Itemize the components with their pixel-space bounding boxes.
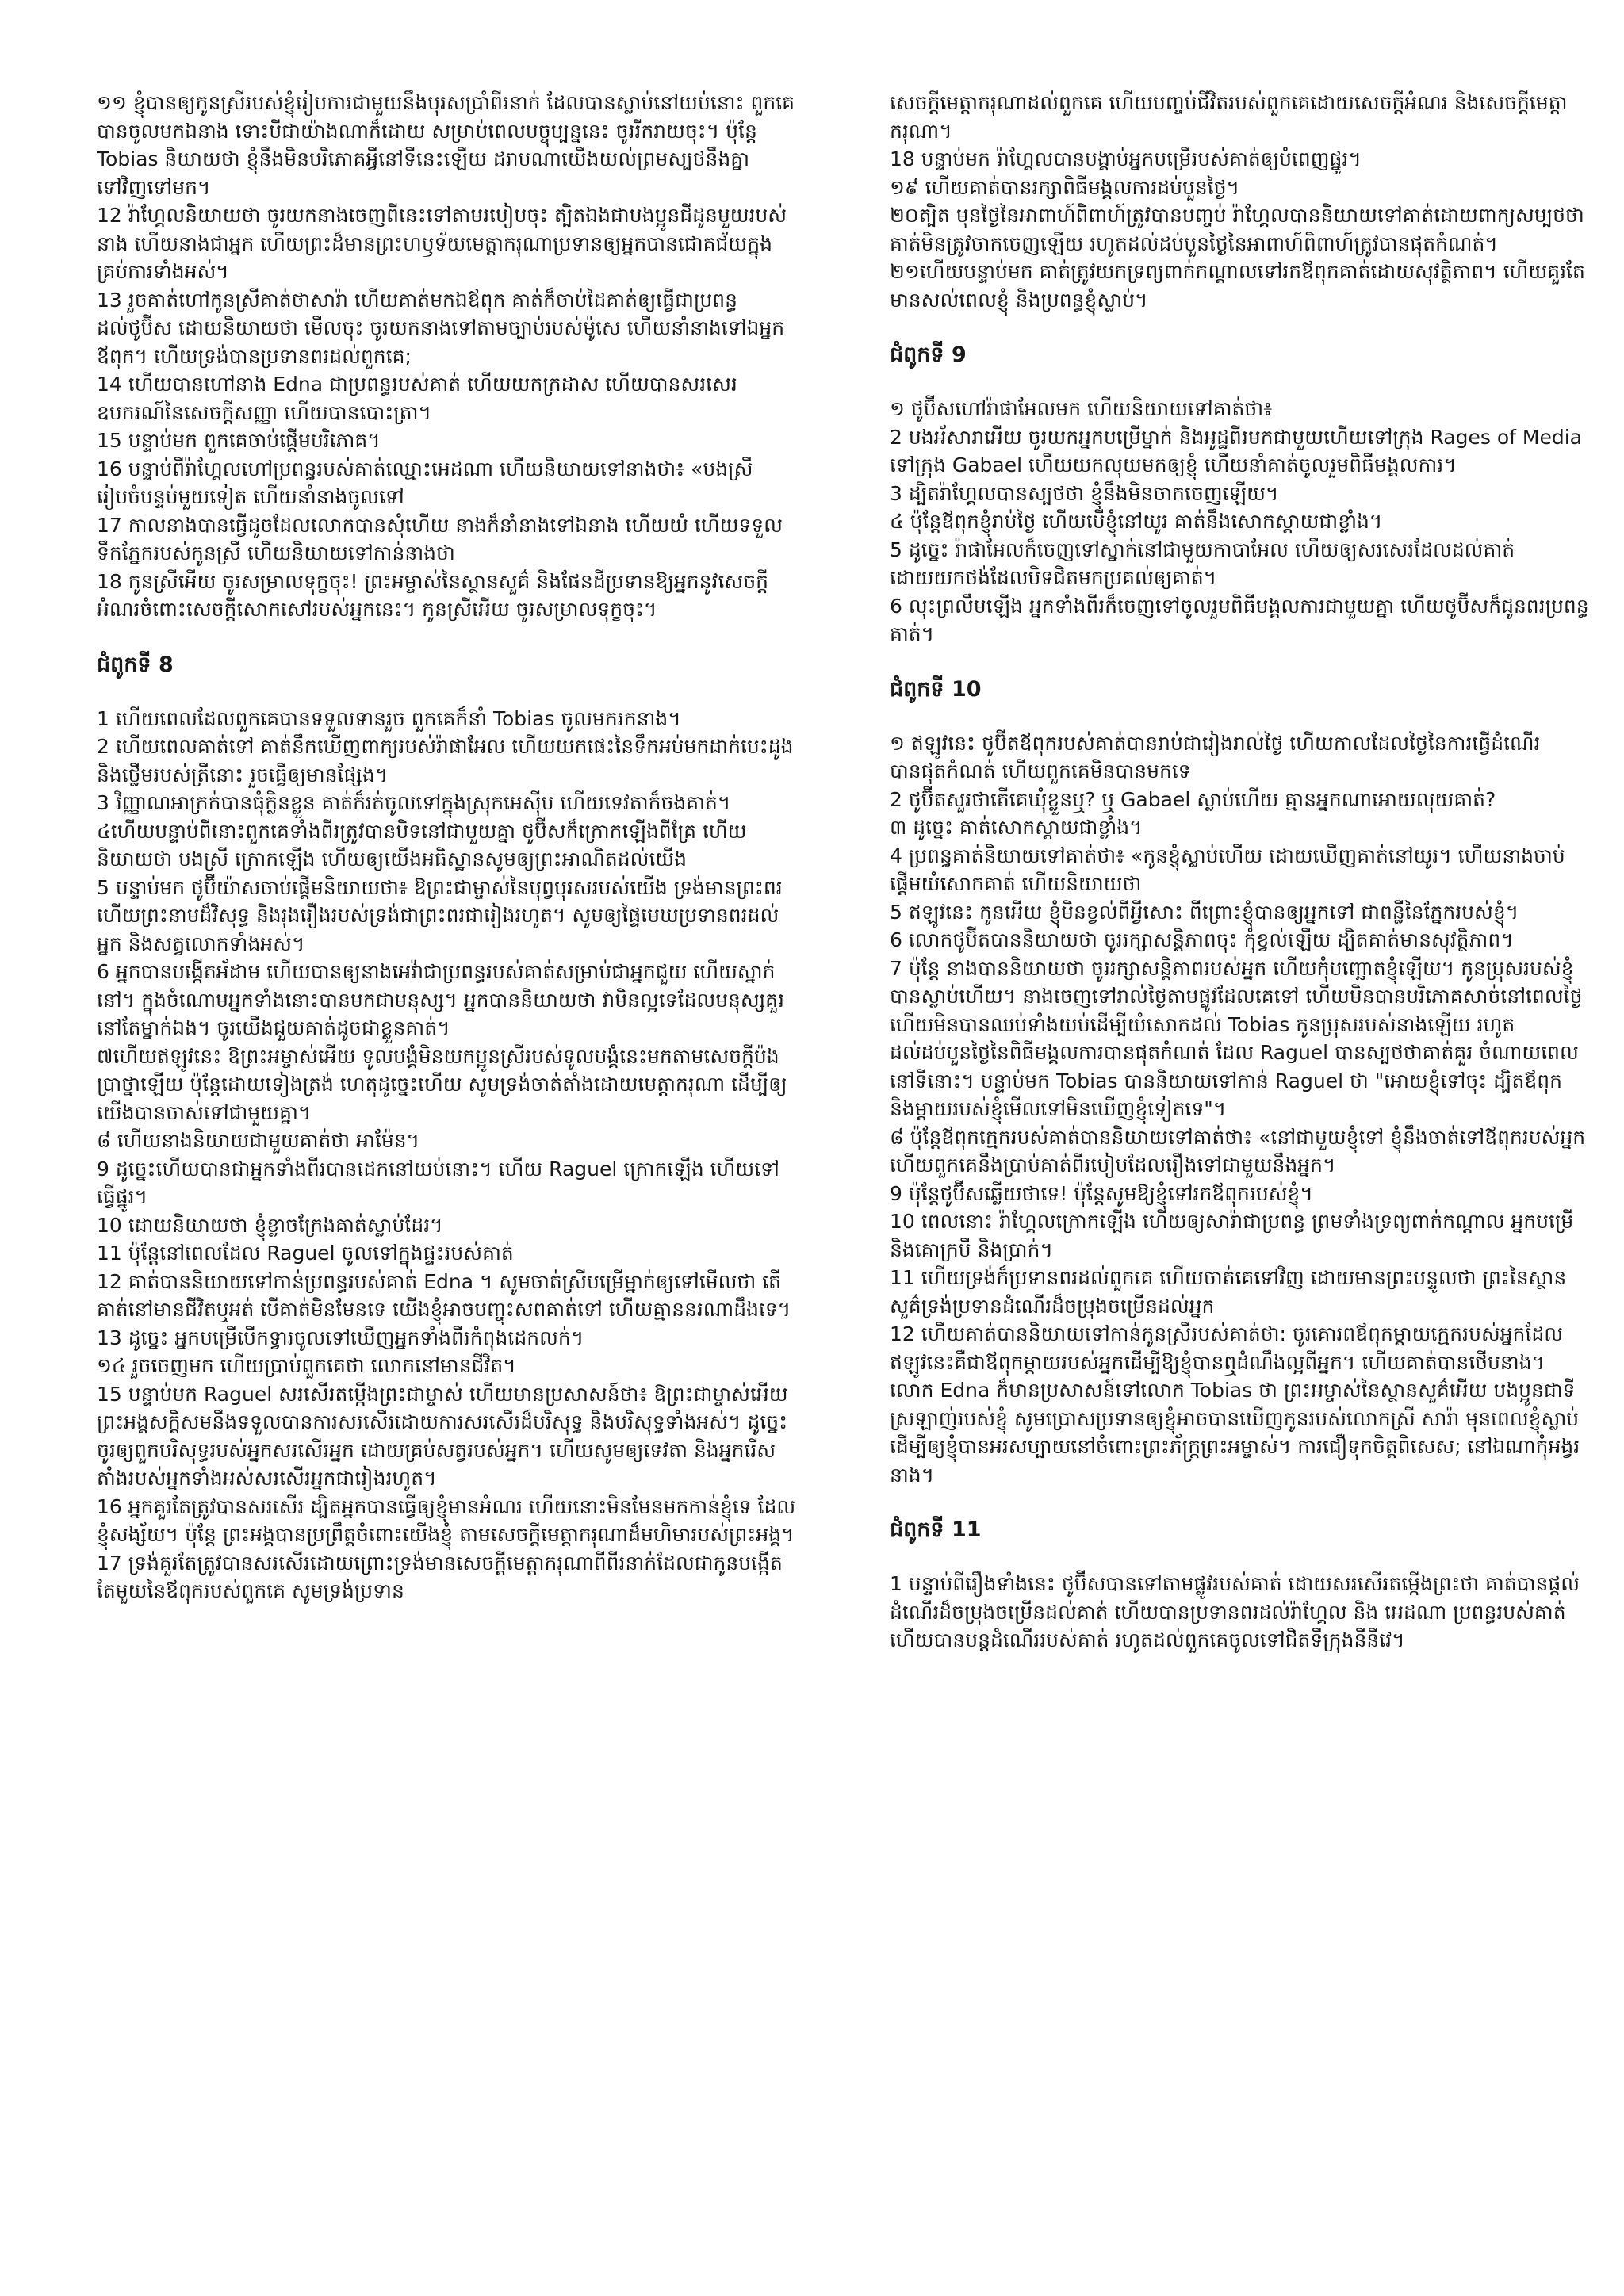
verse-paragraph: 3 ដ្បិតរ៉ាហ្គែលបានស្បថថា ខ្ញុំនឹងមិនចាកចេញឡើយ។ — [890, 481, 1279, 505]
verse-paragraph: 7 ប៉ុន្តែ នាងបាននិយាយថា ចូររក្សាសន្តិភាពរបស់អ្នក ហើយកុំបញ្ឆោតខ្ញុំឡើយ។ កូនប្រុសរបស់ខ្ញុំបានស្លាប់ហើយ។ នាងចេញទៅរាល់ថ្ងៃតាមផ្លូវដែលគេទៅ ហើយមិនបានបរិភោគសាច់នៅពេលថ្ងៃ ហើយមិនបានឈប់ទាំងយប់ដើម្បីយំសោកដល់ Tobias កូនប្រុសរបស់នាងឡើយ រហូតដល់ដប់បួនថ្ងៃនៃពិធីមង្គលការបានផុតកំណត់ ដែល Raguel បានស្បថថាគាត់គួរ ចំណាយពេលនៅទីនោះ។ បន្ទាប់មក Tobias បាននិយាយទៅកាន់ Raguel ថា "អោយខ្ញុំទៅចុះ ដ្បិតឪពុក និងម្ដាយរបស់ខ្ញុំមើលទៅមិនឃើញខ្ញុំទៀតទេ"។ — [890, 956, 1583, 1120]
verse-paragraph: 1 ហើយពេលដែលពួកគេបានទទួលទានរួច ពួកគេក៏នាំ Tobias ចូលមករកនាង។ — [97, 706, 681, 730]
verse-paragraph: 6 អ្នកបានបង្កើតអ័ដាម ហើយបានឲ្យនាងអេវ៉ាជាប្រពន្ធរបស់គាត់សម្រាប់ជាអ្នកជួយ ហើយស្នាក់នៅ។ ក្នុងចំណោមអ្នកទាំងនោះបានមកជាមនុស្ស។ អ្នកបាននិយាយថា វាមិនល្អទេដែលមនុស្សគួរនៅតែម្នាក់ឯង។ ចូរយើងជួយគាត់ដូចជាខ្លួនគាត់។ — [97, 960, 784, 1039]
verse-paragraph: 18 កូនស្រីអើយ ចូរសម្រាលទុក្ខចុះ! ព្រះអម្ចាស់នៃស្ថានសួគ៌ និងផែនដីប្រទានឱ្យអ្នកនូវសេចក្ដីអំណរចំពោះសេចក្ដីសោកសៅរបស់អ្នកនេះ។ កូនស្រីអើយ ចូរសម្រាលទុក្ខចុះ។ — [97, 569, 768, 621]
verse-paragraph: 14 ហើយបានហៅនាង Edna ជាប្រពន្ធរបស់គាត់ ហើយយកក្រដាស ហើយបានសរសេរឧបករណ៍នៃសេចក្ដីសញ្ញា ហើយបានបោះត្រា។ — [97, 373, 737, 424]
verse-paragraph: ៤ហើយបន្ទាប់ពីនោះពួកគេទាំងពីរត្រូវបានបិទនៅជាមួយគ្នា ថូប៊ីសក៏ក្រោកឡើងពីគ្រែ ហើយនិយាយថា បងស្រី ក្រោកឡើង ហើយឲ្យយើងអធិស្ឋានសូមឲ្យព្រះអាណិតដល់យើង — [97, 819, 747, 871]
verse-paragraph: 16 បន្ទាប់ពីរ៉ាហ្គែលហៅប្រពន្ធរបស់គាត់ឈ្មោះអេដណា ហើយនិយាយទៅនាងថា៖ «បងស្រីរៀបចំបន្ទប់មួយទៀត ហើយនាំនាងចូលទៅ — [97, 457, 753, 508]
verse-paragraph: 9 ដូច្នេះហើយបានជាអ្នកទាំងពីរបានដេកនៅយប់នោះ។ ហើយ Raguel ក្រោកឡើង ហើយទៅធ្វើផ្នូរ។ — [97, 1157, 779, 1208]
verse-paragraph: 12 ហើយគាត់បាននិយាយទៅកាន់កូនស្រីរបស់គាត់ថា: ចូរគោរពឪពុកម្ដាយក្មេករបស់អ្នកដែលឥឡូវនេះគឺជាឪពុកម្ដាយរបស់អ្នកដើម្បីឱ្យខ្ញុំបានឮដំណឹងល្អពីអ្នក។ ហើយគាត់បានថើបនាង។ លោក Edna ក៏មានប្រសាសន៍ទៅលោក Tobias ថា ព្រះអម្ចាស់នៃស្ថានសួគ៌អើយ បងប្អូនជាទីស្រឡាញ់របស់ខ្ញុំ សូមប្រោសប្រទានឲ្យខ្ញុំអាចបានឃើញកូនរបស់លោកស្រី សារ៉ា មុនពេលខ្ញុំស្លាប់ ដើម្បីឲ្យខ្ញុំបានអរសប្បាយនៅចំពោះព្រះភ័ក្ត្រព្រះអម្ចាស់។ ការជឿទុកចិត្តពិសេស; នៅឯណាកុំអង្វរនាង។ — [890, 1322, 1580, 1487]
verse-paragraph: ៨ ហើយនាងនិយាយជាមួយគាត់ថា អាម៉ែន។ — [97, 1129, 420, 1152]
verse-paragraph: 6 លោកថូប៊ីតបាននិយាយថា ចូររក្សាសន្តិភាពចុះ កុំខ្វល់ឡើយ ដ្បិតគាត់មានសុវត្ថិភាព។ — [890, 928, 1514, 951]
verse-paragraph: 16 អ្នកគួរតែត្រូវបានសរសើរ ដ្បិតអ្នកបានធ្វើឲ្យខ្ញុំមានអំណរ ហើយនោះមិនមែនមកកាន់ខ្ញុំទេ ដែលខ្ញុំសង្ស័យ។ ប៉ុន្តែ ព្រះអង្គបានប្រព្រឹត្តចំពោះយើងខ្ញុំ តាមសេចក្ដីមេត្តាករុណាដ៏មហិមារបស់ព្រះអង្គ។ — [97, 1494, 796, 1546]
verse-paragraph: ៤ ប៉ុន្តែឪពុកខ្ញុំរាប់ថ្ងៃ ហើយបើខ្ញុំនៅយូរ គាត់នឹងសោកស្ដាយជាខ្លាំង។ — [890, 510, 1383, 533]
verse-paragraph: 2 ថូប៊ីតសួរថាតើគេឃុំខ្លួនឬ? ឬ Gabael ស្លាប់ហើយ គ្មានអ្នកណាអោយលុយគាត់? — [890, 787, 1496, 811]
chapter-heading: ជំពូកទី 9 — [890, 342, 967, 367]
verse-paragraph: 1 បន្ទាប់ពីរឿងទាំងនេះ ថូប៊ីសបានទៅតាមផ្លូវរបស់គាត់ ដោយសរសើរតម្កើងព្រះថា គាត់បានផ្ដល់ដំណើរដ៏ចម្រុងចម្រើនដល់គាត់ ហើយបានប្រទានពរដល់រ៉ាហ្គែល និង អេដណា ប្រពន្ធរបស់គាត់ ហើយបានបន្ដដំណើររបស់គាត់ រហូតដល់ពួកគេចូលទៅជិតទីក្រុងនីនីវេ។ — [890, 1572, 1580, 1651]
verse-paragraph: 17 កាលនាងបានធ្វើដូចដែលលោកបានសុំហើយ នាងក៏នាំនាងទៅឯនាង ហើយយំ ហើយទទួលទឹកភ្នែករបស់កូនស្រី ហើយនិយាយទៅកាន់នាងថា — [97, 513, 783, 564]
verse-paragraph: 17 ទ្រង់គួរតែត្រូវបានសរសើរដោយព្រោះទ្រង់មានសេចក្ដីមេត្តាករុណាពីពីរនាក់ដែលជាកូនបង្កើតតែមួយនៃឪពុករបស់ពួកគេ សូមទ្រង់ប្រទាន — [97, 1551, 783, 1602]
verse-paragraph: សេចក្ដីមេត្តាករុណាដល់ពួកគេ ហើយបញ្ចប់ជីវិតរបស់ពួកគេដោយសេចក្ដីអំណរ និងសេចក្ដីមេត្តាករុណា។ — [890, 91, 1568, 143]
verse-paragraph: ៧ហើយឥឡូវនេះ ឱព្រះអម្ចាស់អើយ ទូលបង្គំមិនយកប្អូនស្រីរបស់ទូលបង្គំនេះមកតាមសេចក្ដីប៉ងប្រាថ្នាឡើយ ប៉ុន្តែដោយទៀងត្រង់ ហេតុដូច្នេះហើយ សូមទ្រង់ចាត់តាំងដោយមេត្តាករុណា ដើម្បីឲ្យយើងបានចាស់ទៅជាមួយគ្នា។ — [97, 1044, 787, 1124]
chapter-heading: ជំពូកទី 11 — [890, 1517, 982, 1542]
verse-paragraph: 6 លុះព្រលឹមឡើង អ្នកទាំងពីរក៏ចេញទៅចូលរួមពិធីមង្គលការជាមួយគ្នា ហើយថូប៊ីសក៏ជូនពរប្រពន្ធគាត់។ — [890, 594, 1589, 645]
verse-paragraph: 12 រ៉ាហ្គែលនិយាយថា ចូរយកនាងចេញពីនេះទៅតាមរបៀបចុះ ត្បិតឯងជាបងប្អូនជីដូនមួយរបស់នាង ហើយនាងជាអ្នក ហើយព្រះដ៏មានព្រះហឫទ័យមេត្តាករុណាប្រទានឲ្យអ្នកបានជោគជ័យក្នុងគ្រប់ការទាំងអស់។ — [97, 204, 787, 283]
verse-paragraph: 11 ប៉ុន្តែនៅពេលដែល Raguel ចូលទៅក្នុងផ្ទះរបស់គាត់ — [97, 1242, 514, 1265]
verse-paragraph: ១៤ រួចចេញមក ហើយប្រាប់ពួកគេថា លោកនៅមានជីវិត។ — [97, 1354, 516, 1377]
verse-paragraph: 10 ដោយនិយាយថា ខ្ញុំខ្លាចក្រែងគាត់ស្លាប់ដែរ។ — [97, 1213, 443, 1237]
verse-paragraph: 18 បន្ទាប់មក រ៉ាហ្គែលបានបង្គាប់អ្នកបម្រើរបស់គាត់ឲ្យបំពេញផ្នូរ។ — [890, 147, 1362, 170]
verse-paragraph: 13 រួចគាត់ហៅកូនស្រីគាត់ថាសារ៉ា ហើយគាត់មកឯឪពុក គាត់ក៏ចាប់ដៃគាត់ឲ្យធ្វើជាប្រពន្ធដល់ថូប៊ីស ដោយនិយាយថា មើលចុះ ចូរយកនាងទៅតាមច្បាប់របស់ម៉ូសេ ហើយនាំនាងទៅឯអ្នក ឪពុក។ ហើយទ្រង់បានប្រទានពរដល់ពួកគេ; — [97, 288, 785, 368]
verse-paragraph: ១១ ខ្ញុំបានឲ្យកូនស្រីរបស់ខ្ញុំរៀបការជាមួយនឹងបុរសប្រាំពីរនាក់ ដែលបានស្លាប់នៅយប់នោះ ពួកគេបានចូលមកឯនាង ទោះបីជាយ៉ាងណាក៏ដោយ សម្រាប់ពេលបច្ចុប្បន្ននេះ ចូររីករាយចុះ។ ប៉ុន្តែ Tobias និយាយថា ខ្ញុំនឹងមិនបរិភោគអ្វីនៅទីនេះឡើយ ដរាបណាយើងយល់ព្រមស្បថនឹងគ្នាទៅវិញទៅមក។ — [97, 91, 795, 199]
verse-paragraph: 3 វិញ្ញាណអាក្រក់បានធុំក្លិនខ្លួន គាត់ក៏រត់ចូលទៅក្នុងស្រុកអេស៊ីប ហើយទេវតាក៏ចងគាត់។ — [97, 791, 731, 814]
chapter-heading: ជំពូកទី 8 — [97, 652, 174, 677]
verse-paragraph: 5 ឥឡូវនេះ កូនអើយ ខ្ញុំមិនខ្វល់ពីអ្វីសោះ ពីព្រោះខ្ញុំបានឲ្យអ្នកទៅ ជាពន្លឺនៃភ្នែករបស់ខ្ញុំ។ — [890, 900, 1519, 924]
verse-paragraph: ៣ ដូច្នេះ គាត់សោកស្ដាយជាខ្លាំង។ — [890, 816, 1143, 839]
verse-paragraph: ១៩ ហើយគាត់បានរក្សាពិធីមង្គលការដប់បួនថ្ងៃ។ — [890, 175, 1240, 199]
verse-paragraph: 2 បងអ័សារាអើយ ចូរយកអ្នកបម្រើម្នាក់ និងអូដ្ឋពីរមកជាមួយហើយទៅក្រុង Rages of Media ទៅក្រុង Gabael ហើយយកលុយមកឲ្យខ្ញុំ ហើយនាំគាត់ចូលរួមពិធីមង្គលការ។ — [890, 425, 1582, 476]
left-column — [97, 89, 796, 2245]
verse-paragraph: 12 គាត់បាននិយាយទៅកាន់ប្រពន្ធរបស់គាត់ Edna ។ សូមចាត់ស្រីបម្រើម្នាក់ឲ្យទៅមើលថា តើគាត់នៅមានជីវិតឬអត់ បើគាត់មិនមែនទេ យើងខ្ញុំអាចបញ្ចុះសពគាត់ទៅ ហើយគ្មាននរណាដឹងទេ។ — [97, 1269, 791, 1321]
verse-paragraph: 9 ប៉ុន្តែថូប៊ីសឆ្លើយថាទេ! ប៉ុន្តែសូមឱ្យខ្ញុំទៅរកឪពុករបស់ខ្ញុំ។ — [890, 1181, 1313, 1205]
chapter-heading: ជំពូកទី 10 — [890, 676, 982, 702]
verse-paragraph: 11 ហើយទ្រង់ក៏ប្រទានពរដល់ពួកគេ ហើយចាត់គេទៅវិញ ដោយមានព្រះបន្ទូលថា ព្រះនៃស្ថានសួគ៌ទ្រង់ប្រទានដំណើរដ៏ចម្រុងចម្រើនដល់អ្នក — [890, 1266, 1567, 1318]
verse-paragraph: 5 បន្ទាប់មក ថូប៊ីយ៉ាសចាប់ផ្ដើមនិយាយថា៖ ឱព្រះជាម្ចាស់នៃបុព្វបុរសរបស់យើង ទ្រង់មានព្រះពរ ហើយព្រះនាមដ៏វិសុទ្ធ និងរុងរឿងរបស់ទ្រង់ជាព្រះពរជារៀងរហូត។ សូមឲ្យផ្ទៃមេឃប្រទានពរដល់អ្នក និងសត្វលោកទាំងអស់។ — [97, 875, 783, 955]
verse-paragraph: 10 ពេលនោះ រ៉ាហ្គែលក្រោកឡើង ហើយឲ្យសារ៉ាជាប្រពន្ធ ព្រមទាំងទ្រព្យពាក់កណ្ដាល អ្នកបម្រើ និងគោក្របី និងប្រាក់។ — [890, 1210, 1574, 1261]
verse-paragraph: ៨ ប៉ុន្តែឪពុកក្មេករបស់គាត់បាននិយាយទៅគាត់ថា៖ «នៅជាមួយខ្ញុំទៅ ខ្ញុំនឹងចាត់ទៅឪពុករបស់អ្នក ហើយពួកគេនឹងប្រាប់គាត់ពីរបៀបដែលរឿងទៅជាមួយនឹងអ្នក។ — [890, 1125, 1586, 1177]
verse-paragraph: ១ ឥឡូវនេះ ថូប៊ីតឪពុករបស់គាត់បានរាប់ជារៀងរាល់ថ្ងៃ ហើយកាលដែលថ្ងៃនៃការធ្វើដំណើរបានផុតកំណត់ ហើយពួកគេមិនបានមកទេ — [890, 731, 1541, 783]
verse-paragraph: ១ ថូប៊ីសហៅរ៉ាផាអែលមក ហើយនិយាយទៅគាត់ថា៖ — [890, 397, 1273, 420]
document-page — [97, 89, 1589, 2245]
verse-paragraph: 5 ដូច្នេះ រ៉ាផាអែលក៏ចេញទៅស្នាក់នៅជាមួយកាបាអែល ហើយឲ្យសរសេរដែលដល់គាត់ ដោយយកថង់ដែលបិទជិតមកប្រគល់ឲ្យគាត់។ — [890, 538, 1515, 589]
verse-paragraph: 4 ប្រពន្ធគាត់និយាយទៅគាត់ថា៖ «កូនខ្ញុំស្លាប់ហើយ ដោយឃើញគាត់នៅយូរ។ ហើយនាងចាប់ផ្ដើមយំសោកគាត់ ហើយនិយាយថា — [890, 844, 1565, 895]
right-column — [890, 89, 1589, 2245]
verse-paragraph: 13 ដូច្នេះ អ្នកបម្រើបើកទ្វារចូលទៅឃើញអ្នកទាំងពីរកំពុងដេកលក់។ — [97, 1326, 584, 1349]
verse-paragraph: ២១ហើយបន្ទាប់មក គាត់ត្រូវយកទ្រព្យពាក់កណ្ដាលទៅរកឪពុកគាត់ដោយសុវត្ថិភាព។ ហើយគួរតែមានសល់ពេលខ្ញុំ និងប្រពន្ធខ្ញុំស្លាប់។ — [890, 260, 1585, 312]
verse-paragraph: 15 បន្ទាប់មក ពួកគេចាប់ផ្ដើមបរិភោគ។ — [97, 429, 381, 452]
verse-paragraph: 15 បន្ទាប់មក Raguel សរសើរតម្កើងព្រះជាម្ចាស់ ហើយមានប្រសាសន៍ថា៖ ឱព្រះជាម្ចាស់អើយ ព្រះអង្គសក្ដិសមនឹងទទួលបានការសរសើរដោយការសរសើរដ៏បរិសុទ្ធ និងបរិសុទ្ធទាំងអស់។ ដូច្នេះ ចូរឲ្យពួកបរិសុទ្ធរបស់អ្នកសរសើរអ្នក ដោយគ្រប់សត្វរបស់អ្នក។ ហើយសូមឲ្យទេវតា និងអ្នករើសតាំងរបស់អ្នកទាំងអស់សរសើរអ្នកជារៀងរហូត។ — [97, 1382, 788, 1490]
verse-paragraph: ២០ត្បិត មុនថ្ងៃនៃអាពាហ៍ពិពាហ៍ត្រូវបានបញ្ចប់ រ៉ាហ្គែលបាននិយាយទៅគាត់ដោយពាក្យសម្បថថា គាត់មិនត្រូវចាកចេញឡើយ រហូតដល់ដប់បួនថ្ងៃនៃអាពាហ៍ពិពាហ៍ត្រូវបានផុតកំណត់។ — [890, 204, 1584, 255]
verse-paragraph: 2 ហើយពេលគាត់ទៅ គាត់នឹកឃើញពាក្យរបស់រ៉ាផាអែល ហើយយកផេះនៃទឹកអប់មកដាក់បេះដូង និងថ្លើមរបស់ត្រីនោះ រួចធ្វើឲ្យមានផ្សែង។ — [97, 735, 794, 786]
